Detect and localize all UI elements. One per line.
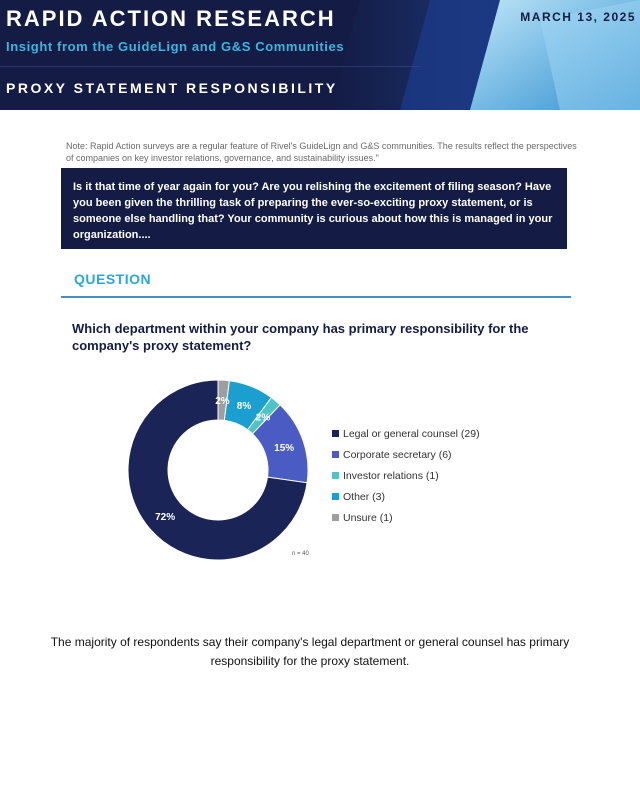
legend-swatch bbox=[332, 514, 339, 521]
report-title: RAPID ACTION RESEARCH bbox=[6, 6, 336, 31]
legend-item-1 bbox=[332, 444, 480, 465]
survey-note: Note: Rapid Action surveys are a regular feature of Rivel's GuideLign and G&S communities. The results reflect the perspectives of companies on key investor relations, governance, and sustainability issues." bbox=[66, 141, 577, 163]
legend-label: Corporate secretary (6) bbox=[343, 448, 452, 461]
intro-box: Is it that time of year again for you? Are you relishing the excitement of filing season? Have you been given the thrilling task of preparing the ever-so-exciting proxy statement, or is someone else handling that? Your community is curious about how this is managed in your organization.... bbox=[61, 168, 567, 249]
legend-swatch bbox=[332, 451, 339, 458]
legend-label: Unsure (1) bbox=[343, 511, 393, 524]
legend-label: Other (3) bbox=[343, 490, 386, 503]
legend-item-2 bbox=[332, 465, 480, 486]
question-divider bbox=[61, 296, 571, 298]
report-subtitle: Insight from the GuideLign and G&S Communities bbox=[6, 39, 345, 54]
legend-item-0 bbox=[332, 423, 480, 444]
section-title: PROXY STATEMENT RESPONSIBILITY bbox=[6, 80, 338, 96]
legend-swatch bbox=[332, 430, 339, 437]
legend-swatch bbox=[332, 493, 339, 500]
conclusion-text: The majority of respondents say their company's legal department or general counsel has primary responsibility for the proxy statement. bbox=[50, 635, 570, 668]
chart-legend bbox=[332, 423, 480, 528]
question-heading: QUESTION bbox=[74, 271, 152, 287]
donut-label-4: 2% bbox=[215, 396, 230, 408]
donut-chart bbox=[0, 370, 330, 570]
donut-label-3: 8% bbox=[236, 401, 252, 413]
sample-size-label: n = 40 bbox=[292, 551, 309, 557]
legend-item-4 bbox=[332, 507, 480, 528]
legend-item-3 bbox=[332, 486, 480, 507]
legend-label: Legal or general counsel (29) bbox=[343, 427, 480, 440]
donut-label-1: 15% bbox=[274, 443, 295, 455]
report-header bbox=[0, 0, 640, 110]
donut-label-0: 72% bbox=[155, 511, 176, 523]
legend-label: Investor relations (1) bbox=[343, 469, 439, 482]
question-text: Which department within your company has primary responsibility for the company's proxy statement? bbox=[72, 321, 529, 353]
legend-swatch bbox=[332, 472, 339, 479]
donut-label-2: 2% bbox=[255, 412, 271, 424]
report-date: MARCH 13, 2025 bbox=[520, 10, 636, 24]
